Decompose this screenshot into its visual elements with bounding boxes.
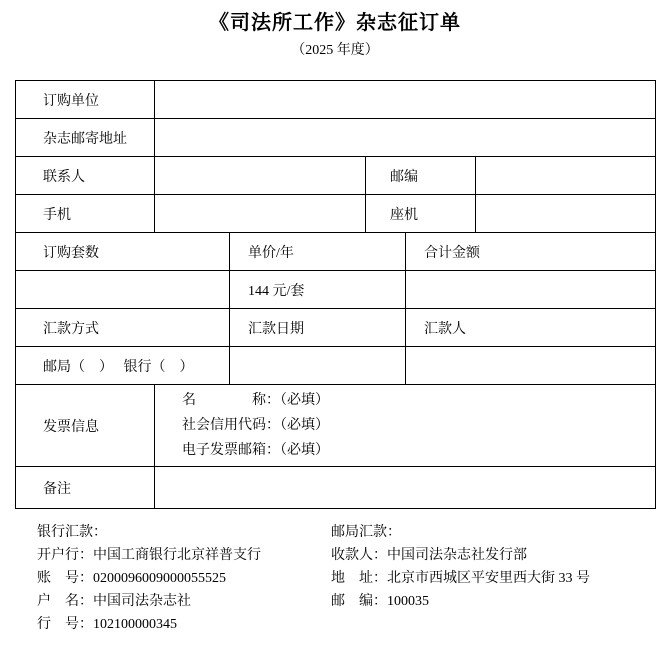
payment-method-label: 汇款方式: [16, 309, 230, 347]
landline-input-cell[interactable]: [476, 195, 656, 233]
bank-account-holder-line: 开户行：中国工商银行北京祥普支行: [37, 548, 261, 563]
quantity-label: 订购套数: [16, 233, 230, 271]
row-contact: [16, 157, 656, 195]
row-remarks: [16, 467, 656, 509]
subscriber-unit-label: 订购单位: [16, 81, 155, 119]
payer-label: 汇款人: [406, 309, 656, 347]
unit-price-label: 单价/年: [230, 233, 406, 271]
remarks-input-cell[interactable]: [155, 467, 656, 509]
bank-transfer-heading: 银行汇款：: [37, 525, 107, 540]
postcode-input-cell[interactable]: [476, 157, 656, 195]
unit-price-value: 144 元/套: [230, 271, 406, 309]
quantity-input-cell[interactable]: [16, 271, 230, 309]
total-amount-label: 合计金额: [406, 233, 656, 271]
page-subtitle: （2025 年度）: [291, 43, 379, 58]
mobile-input-cell[interactable]: [155, 195, 366, 233]
payment-date-label: 汇款日期: [230, 309, 406, 347]
row-invoice: [16, 385, 656, 467]
payment-options-label[interactable]: 邮局（ ） 银行（ ）: [16, 347, 230, 385]
bank-account-name-line: 户 名：中国司法杂志社: [37, 594, 191, 609]
postal-address-line: 地 址：北京市西城区平安里西大街 33 号: [331, 571, 590, 586]
postal-payee-line: 收款人：中国司法杂志社发行部: [331, 548, 527, 563]
mailing-address-input-cell[interactable]: [155, 119, 656, 157]
contact-input-cell[interactable]: [155, 157, 366, 195]
bank-transfer-info: [37, 521, 261, 636]
row-payment-header: [16, 309, 656, 347]
invoice-email-line: 电子发票邮箱：（必填）: [182, 443, 329, 458]
postal-code-line: 邮 编：100035: [331, 594, 429, 609]
invoice-lines: [182, 388, 651, 463]
page-title: 《司法所工作》杂志征订单: [209, 12, 461, 34]
mobile-label: 手机: [16, 195, 155, 233]
subscriber-unit-input-cell[interactable]: [155, 81, 656, 119]
bank-branch-number-line: 行 号：102100000345: [37, 617, 177, 632]
contact-label: 联系人: [16, 157, 155, 195]
row-subscriber-unit: [16, 81, 656, 119]
row-payment-options: [16, 347, 656, 385]
subscription-form-table: [15, 80, 656, 509]
payer-input-cell[interactable]: [406, 347, 656, 385]
mailing-address-label: 杂志邮寄地址: [16, 119, 155, 157]
row-quantity-header: [16, 233, 656, 271]
postal-transfer-info: [331, 521, 590, 613]
invoice-label: 发票信息: [16, 385, 155, 467]
invoice-details-cell[interactable]: [155, 385, 656, 467]
total-amount-input-cell[interactable]: [406, 271, 656, 309]
postal-transfer-heading: 邮局汇款：: [331, 525, 401, 540]
invoice-name-line: 名 称：（必填）: [182, 393, 329, 408]
row-phone: [16, 195, 656, 233]
row-quantity-values: [16, 271, 656, 309]
bank-account-number-line: 账 号：0200096009000055525: [37, 571, 226, 586]
remarks-label: 备注: [16, 467, 155, 509]
landline-label: 座机: [366, 195, 476, 233]
postcode-label: 邮编: [366, 157, 476, 195]
payment-date-input-cell[interactable]: [230, 347, 406, 385]
row-mailing-address: [16, 119, 656, 157]
invoice-credit-code-line: 社会信用代码：（必填）: [182, 418, 329, 433]
